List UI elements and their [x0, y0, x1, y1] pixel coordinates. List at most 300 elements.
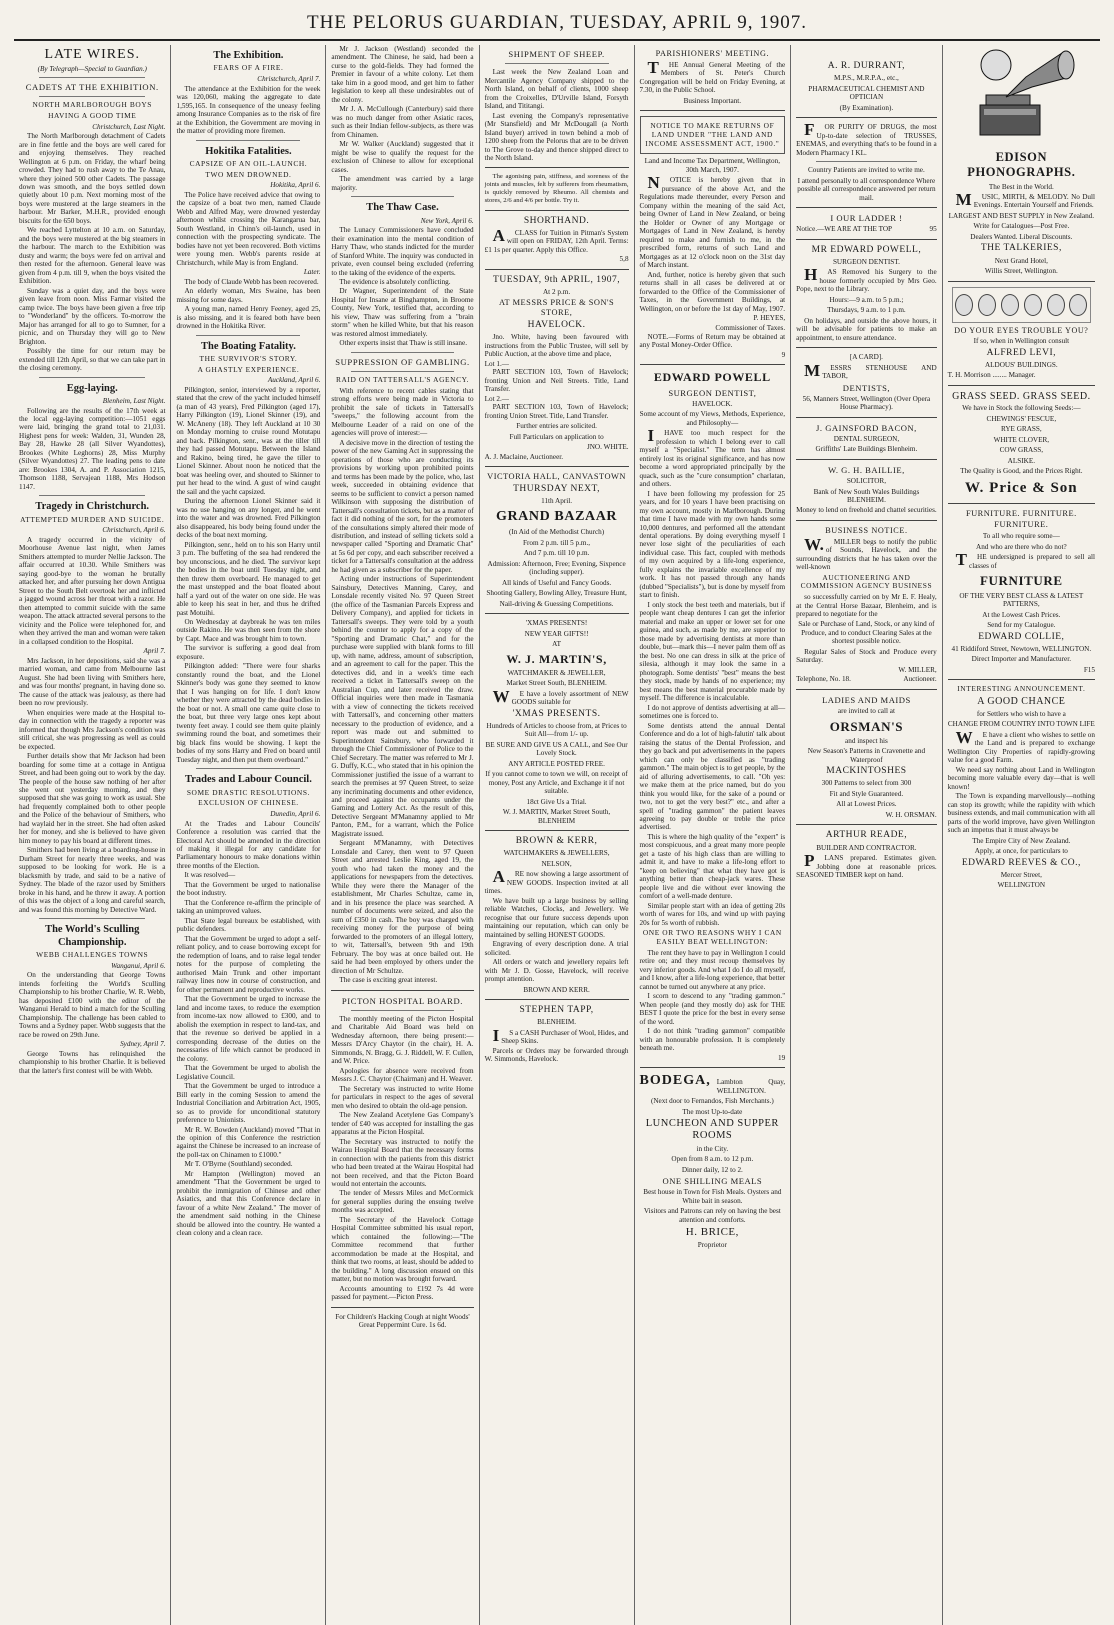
article-paragraph: The body of Claude Webb has been recovered. [184, 277, 319, 286]
auction-text: Jno. White, having been favoured with instructions from the Public Trustee, will sell by Public Auction, at the above time and place, [484, 333, 629, 359]
ladies-text: Fit and Style Guaranteed. [829, 789, 904, 798]
article-paragraph: George Towns has relinquished the championship to his brother Charlie. It is believed that the latter's first contest will be with Webb. [19, 1049, 166, 1075]
talkeries-address: Next Grand Hotel, [994, 256, 1048, 265]
chance-text: The Empire City of New Zealand. [972, 836, 1071, 845]
article-paragraph: On the understanding that George Towns intends forfeiting the World's Sculling Championship to his brother Charlie, W. R. Webb, has deposited £100 with the editor of the Wanganui Herald to bind a match for the Sculling Championship. The challenge has been cabled to Towns and a Sydney paper. Webb suggests that the race be rowed on 29th June. [19, 971, 166, 1039]
article-paragraph: We reached Lyttelton at 10 a.m. on Saturday, and the boys were mustered at the big steamers in the harbour. The march to the Exhibition was dusty and warm; the boys were fed on arrival and then rested for the afternoon. General leave was given from 4 p.m. till 9, when the boys visited the Exhibition. [19, 226, 166, 286]
article-paragraph: Pilkington, senr., held on to his son Harry until 3 p.m. The buffeting of the sea had rendered the boy unconscious, and he died. The survivor kept the bodies in the boat until Tuesday night, and then threw them overboard. He managed to get the mast unstepped and the boat floated about half a yard out of the water on one side. He was able to keep his seat in her, and thus he drifted past Motuihi. [176, 540, 321, 617]
powell2-hours: Hours:—9 a.m. to 5 p.m.; [829, 295, 904, 304]
martin-new-year: NEW YEAR GIFTS!! [524, 629, 589, 638]
article-paragraph: That the Government be urged to nationalise the boot industry. [176, 880, 321, 898]
ladies-text: and inspect his [845, 736, 888, 745]
edison-sub: The Best in the World. [988, 182, 1054, 191]
face-icon [955, 294, 973, 316]
article-paragraph: An elderly woman, Mrs Swaine, has been missing for some days. [176, 287, 321, 304]
miller-footer [796, 675, 937, 683]
bodega-title: LUNCHEON AND SUPPER ROOMS [645, 1117, 779, 1142]
notice-signature: Commissioner of Taxes. [715, 323, 786, 332]
levi-address: ALDOUS' BUILDINGS. [984, 360, 1058, 369]
dateline: Christchurch, April 6. [102, 526, 166, 535]
dateline: Hokitika, April 6. [270, 181, 321, 190]
powell-text: I only stock the best teeth and materials, but if people want cheap dentures I can get the inferior material and make an upper or lower set for one guinea, and such, as made by me, are superior to those made by advertising dentists at more than double, but—mark this—I never palm them off as the best. No one can dress in silk at the price of silesia, although it may look the same in a photograph. Some dentists' "best" means the best they stock, made by hands of no experience; my best means the best material procurable made by myself. The difference is incalculable. [639, 600, 786, 703]
powell-text: I do not think "trading gammon" compatible with an honourable profession. It is completely beneath me. [639, 1027, 786, 1053]
miller-text: so successfully carried on by Mr E. F. Healy, at the Central Horse Bazaar, Blenheim, and is prepared to negotiate for the [796, 593, 937, 618]
eyes-heading: DO YOUR EYES TROUBLE YOU? [954, 325, 1089, 335]
bk-text: Engraving of every description done. A trial solicited. [484, 940, 629, 957]
announcement-heading: INTERESTING ANNOUNCEMENT. [957, 684, 1086, 694]
dateline: Later. [303, 268, 321, 277]
exhibition-heading: The Exhibition. [213, 50, 284, 61]
auction-date: TUESDAY, 9th APRIL, 1907, [493, 274, 621, 285]
tapp-town: BLENHEIM. [537, 1018, 577, 1027]
dateline: Blenheim, Last Night. [102, 397, 166, 406]
orsman-signature: W. H. ORSMAN. [885, 810, 937, 819]
article-paragraph: During the afternoon Lionel Skinner said it was no use hanging on any longer, and he went into the water and was drowned. Fred Pilkington also disappeared, his body being found under the decks of the boat next morning. [176, 497, 321, 540]
column-6 [790, 45, 942, 1625]
powell2-hours: Thursdays, 9 a.m. to 1 p.m. [827, 306, 906, 315]
article-paragraph: Dr Wagner, Superintendent of the State Hospital for Insane at Binghampton, in Broome County, New York, testified that, according to his view, Thaw was suffering from a "brain storm" when he killed White, but that his reason was restored almost immediately. [331, 287, 474, 338]
reeves-name: EDWARD REEVES & CO., [961, 857, 1081, 868]
article-paragraph: The Secretary of the Havelock Cottage Hospital Committee submitted his usual report, which contained the following:—"The Committee recommend that further accommodation be made at the Hospital, and think that two rooms, at least, should be added to the building." A long discussion ensued on this matter, but no motion was brought forward. [331, 1215, 474, 1284]
hokitika-heading: Hokitika Fatalities. [205, 145, 292, 157]
martin-text: If you cannot come to town we will, on receipt of money, Post any Article, and Exchange it if not suitable. [485, 770, 628, 796]
ladder-row [796, 225, 937, 233]
ladder-heading: I OUR LADDER ! [830, 213, 903, 224]
rheumo-ad: The agonising pain, stiffness, and soreness of the joints and muscles, felt by sufferers from rheumatism, is quickly removed by Rheumo. All chemists and stores, 2/6 and 4/6 per bottle. Try it. [484, 173, 629, 204]
article-paragraph: Mr R. W. Bowden (Auckland) moved "That in the opinion of this Conference the restriction against the Chinese be increased to an increase of the poll-tax on Chinamen to £1000." [176, 1125, 321, 1159]
hokitika-subheading-2: TWO MEN DROWNED. [205, 169, 292, 179]
bodega-text: The most Up-to-date [682, 1107, 743, 1116]
auction-lot-label: Lot 2.— [484, 394, 509, 403]
article-paragraph: The New Zealand Acetylene Gas Company's tender of £40 was accepted for installing the gas apparatus at the Picton Hospital. [331, 1111, 474, 1137]
face-icon [1069, 294, 1087, 316]
bk-signature: BROWN AND KERR. [523, 985, 590, 994]
tragedy-subheading: ATTEMPTED MURDER AND SUICIDE. [20, 514, 165, 524]
bodega-address: Lambton Quay, WELLINGTON. [716, 1078, 786, 1095]
ladies-text: New Season's Patterns in Cravenette and Waterproof [807, 747, 926, 764]
gambling-subheading: RAID ON TATTERSALL'S AGENCY. [335, 375, 470, 385]
boating-heading: The Boating Fatality. [201, 340, 296, 352]
bazaar-admission: Admission: Afternoon, Free; Evening, Sixpence (including supper). [487, 559, 626, 577]
tapp-text: Parcels or Orders may be forwarded through W. Simmonds, Havelock. [484, 1046, 629, 1064]
furniture-text: THE undersigned is prepared to sell all classes of [955, 550, 1095, 570]
bazaar-text: All kinds of Useful and Fancy Goods. [501, 578, 612, 587]
levi-manager: T. H. Morrison ........ Manager. [947, 371, 1036, 380]
late-wires-heading: LATE WIRES. [44, 47, 140, 62]
ladder-notice: Notice.—WE ARE AT THE TOP [796, 225, 893, 234]
chance-text: We need say nothing about Land in Wellington becoming more valuable every day—that is well known! [947, 765, 1095, 791]
article-paragraph: Possibly the time for our return may be extended till 12th April, so that we can take part in the closing ceremony. [19, 347, 166, 373]
seed-item: WHITE CLOVER, [993, 435, 1050, 444]
article-paragraph: That the Government be urged to adopt a self-reliant policy, and to cease borrowing except for the redemption of loans, and to raise legal tender notes for the purpose of completing the authorised Main Trunk and other important railway lines now in course of construction, and for other permanent and reproductive works. [176, 934, 321, 994]
bodega-text: Dinner daily, 12 to 2. [681, 1165, 743, 1174]
notice-text: NOTICE is hereby given that in pursuance of the above Act, and the Regulations made thereunder, every Person and Company within the meaning of the said Act, being Owner of Land in New Zealand, or being the Holder or Owner of any Mortgage or Mortgages of Land in New Zealand, is hereby required to make and furnish to me, in the prescribed form, returns of such Land and Mortgages as at 12 o'clock noon on the 31st day of March instant. [639, 173, 786, 270]
martin-address: Market Street South, BLENHEIM. [506, 679, 607, 688]
powell-text: I do not approve of dentists advertising at all—sometimes one is forced to. [639, 703, 786, 721]
bodega-text: Best house in Town for Fish Meals. Oysters and White bait in season. [643, 1188, 782, 1205]
peppermint-cure-ad: For Children's Hacking Cough at night Woods' Great Peppermint Cure. 1s 6d. [335, 1312, 470, 1330]
good-chance-title: A GOOD CHANCE [977, 695, 1066, 707]
bk-text: We have built up a large business by selling reliable Watches, Clocks, and Jewellery. We recognise that our future success depends upon maintaining our reputation, which can only be maintained by selling HONEST GOODS. [484, 896, 629, 939]
auction-lot-label: Lot 1.— [484, 359, 509, 368]
miller-auctioneer: Auctioneer. [903, 675, 937, 684]
miller-signature: W. MILLER, [898, 665, 937, 674]
article-paragraph: That the Government be urged to increase the land and income taxes, to reduce the exemption from income-tax now allowed to £300, and to abolish the exemption in respect to land-tax, and that the revenue so derived be applied in a corresponding decrease of the duties on the necessaries of life which cannot be produced in the colony. [176, 995, 321, 1063]
article-paragraph: The Lunacy Commissioners have concluded their examination into the mental condition of Harry Thaw, who stands indicted for the murder of Stanford White. The inquiry was conducted in private, even counsel being excluded (referring to the taking of the evidence of the experts. [331, 226, 474, 277]
martin-text: ANY ARTICLE POSTED FREE. [508, 759, 605, 768]
furniture-heading-2: FURNITURE. [994, 520, 1049, 530]
powell-name: EDWARD POWELL [653, 370, 771, 385]
article-paragraph: Last week the New Zealand Loan and Mercantile Agency Company shipped to the North Island, on behalf of clients, 1000 sheep from the Croixelles, D'Urville Island, Forsyth Island, and Tititangi. [484, 68, 629, 111]
boating-subheading: THE SURVIVOR'S STORY. [199, 353, 298, 363]
article-paragraph: A young man, named Henry Feeney, aged 25, is also missing, and it is feared both have been drowned in the Hokitika River. [176, 305, 321, 331]
chance-text: for Settlers who wish to have a [976, 709, 1066, 718]
seed-item: ALSIKE. [1007, 456, 1036, 465]
bk-text: ARE now showing a large assortment of NEW GOODS. Inspection invited at all times. [484, 867, 629, 896]
masthead: THE PELORUS GUARDIAN, TUESDAY, APRIL 9, 1907. [14, 12, 1100, 41]
dateline: Wanganui, April 6. [111, 961, 166, 970]
article-paragraph: Smithers had been living at a boarding-house in Durham Street for nearly three weeks, and was supposed to be looking for work. He is a blacksmith by trade, and said to be a native of Sydney. The blade of the razor used by Smithers broke in his hand, and he threw it away. A portion of this was the object of a long and careful search, and was found this morning by Detective Ward. [19, 846, 166, 914]
article-paragraph: The case is exciting great interest. [339, 976, 438, 985]
miller-text: Sale or Purchase of Land, Stock, or any kind of Produce, and to conduct Clearing Sales at the shortest possible notice. [798, 620, 935, 646]
auction-text: Further entries are solicited. [516, 422, 597, 431]
powell-text: IHAVE too much respect for the profession to which I belong ever to call myself a "Specialist." The term has almost entirely lost its original significance, and has now become a word appropriated principally by the quack, such as the "cure consumption" charlatan, and others. [639, 426, 786, 489]
bazaar-aid: (In Aid of the Methodist Church) [508, 528, 605, 537]
chance-text: The Town is expanding marvellously—nothing can stop its growth; while the rapidity with which business extends, and mail communication with all parts of the world improve, have given Wellington such an impetus that it must always be [947, 792, 1095, 835]
dateline: New York, April 6. [420, 216, 474, 225]
auctioneer: A. J. Maclaine, Auctioneer. [484, 452, 564, 461]
tapp-text: IS a CASH Purchaser of Wool, Hides, and Sheep Skins. [492, 1025, 629, 1046]
orsman-name: ORSMAN'S [829, 718, 904, 734]
bazaar-times: From 2 p.m. till 5 p.m., [523, 538, 591, 547]
article-paragraph: When enquiries were made at the Hospital to-day in connection with the tragedy a reporter was informed that though Mrs Jackson's condition was still critical, she was progressing as well as could be expected. [19, 708, 166, 751]
mackintoshes-title: MACKINTOSHES [826, 766, 907, 777]
face-icon [1001, 294, 1019, 316]
parish-text: Business Important. [683, 96, 742, 105]
collie-trade: Direct Importer and Manufacturer. [971, 655, 1072, 664]
exhibition-subheading: FEARS OF A FIRE. [213, 63, 284, 73]
article-paragraph: The monthly meeting of the Picton Hospital and Charitable Aid Board was held on Wednesday afternoon, there being present:—Messrs D'Arcy Chaytor (in the chair), H. A. Simmonds, N. Bragg, G. J. Riddell, W. F. Cullen, and W. Price. [331, 1014, 474, 1066]
bodega-meals: ONE SHILLING MEALS [662, 1176, 763, 1187]
martin-xmas: 'XMAS PRESENTS! [525, 619, 588, 628]
parish-heading: PARISHIONERS' MEETING. [655, 49, 770, 58]
chance-text: WE have a client who wishes to settle on the Land and is prepared to exchange Wellington City Properties of rapidly-growing value for a good Farm. [947, 727, 1095, 765]
business-notice-heading: BUSINESS NOTICE. [825, 525, 908, 535]
powell-text: Some dentists attend the annual Dental Conference and do a lot of high-falutin' talk about raising the status of the Dental Profession, and they go back and put advertisements in the papers which can only be classified as "trading gammon." The main object is to get people, by the aid of alluring advertisements, to call. "Oh yes: we make them at the price named, but do you think you would like, for the sake of a pound or two, not to get the very best?" etc., and after a spell of "trading gammon" the patient leaves agreeing to pay double or treble the price advertised. [639, 721, 786, 832]
article-paragraph: Sunday was a quiet day, and the boys were given leave from noon. Miss Farmar visited the camp twice. The boys have been given a free trip to "Wonderland" by the officers. To-morrow the Major has arranged for all to go to Sumner, for a picnic, and on Thursday they will go to New Brighton. [19, 286, 166, 346]
ad-code: F15 [1083, 665, 1095, 674]
edison-title: EDISON PHONOGRAPHS. [967, 150, 1076, 179]
baillie-name: W. G. H. BAILLIE, [828, 464, 905, 475]
furniture-title: FURNITURE [979, 573, 1063, 589]
article-paragraph: Mr W. Walker (Auckland) suggested that it might be wise to qualify the request for the exclusion of Chinese to allow for exceptional cases. [331, 140, 474, 174]
cadets-heading: CADETS AT THE EXHIBITION. [25, 82, 159, 92]
cadets-subheading: NORTH MARLBOROUGH BOYS [32, 100, 152, 110]
talkeries-address: Willis Street, Wellington. [984, 267, 1058, 276]
miller-text: Regular Sales of Stock and Produce every Saturday. [796, 647, 937, 665]
article-paragraph: Mr J. Jackson (Westland) seconded the amendment. The Chinese, he said, had been a curse to the gold-fields. They had formed the Premier in favour of a white colony. Let them take him in a good mood, and get him to father legislation to keep all these undesirables out of the colony. [331, 45, 474, 104]
article-paragraph: That the Conference re-affirm the principle of taking an unimproved values. [176, 898, 321, 916]
bodega-sub: (Next door to Fernandos, Fish Merchants.) [650, 1097, 774, 1106]
martin-at: AT [552, 640, 561, 649]
article-paragraph: The tender of Messrs Miles and McCormick for general supplies during the ensuing twelve months was accepted. [331, 1189, 474, 1215]
bodega-signature: H. BRICE, [685, 1226, 739, 1239]
furniture-text: And who are there who do not? [976, 542, 1067, 551]
durrant-exam: (By Examination). [839, 103, 894, 112]
martin-text: Hundreds of Articles to choose from, at Prices to Suit All—from 1/- up. [486, 721, 627, 739]
powell-text: Similar people start with an idea of getting 20s worth of wares for 10s, and wind up with paying 20s for 5s worth of rubbish. [639, 901, 786, 927]
auction-lot: PART SECTION 103, Town of Havelock; fronting Union Street. Title, Land Transfer. [484, 403, 629, 420]
column-7 [942, 45, 1100, 1625]
bk-text: All orders or watch and jewellery repairs left with Mr J. D. Gosse, Havelock, will receive prompt attention. [484, 958, 629, 984]
article-paragraph: Last evening the Company's representative (Mr Stansfield) and Mr McDougall (a North Island buyer) arrived in town behind a mob of 1200 sheep from the Pelorus that are to be driven to The Grove to-day and thence shipped direct to the North Island. [484, 111, 629, 162]
grass-seed-heading: GRASS SEED. GRASS SEED. [952, 390, 1091, 402]
bodega-name: BODEGA, [639, 1073, 711, 1089]
notice-text: And, further, notice is hereby given that such returns shall in all cases be delivered at or forwarded to the Office of the Commissioner of Taxes, in the Government Buildings, at Wellington, on or before the 1st day of May, 1907. [639, 270, 786, 313]
sculling-subheading: WEBB CHALLENGES TOWNS [36, 950, 149, 960]
powell-sub: Some account of my Views, Methods, Experience, and Philosophy— [639, 410, 786, 427]
durrant-credentials: M.P.S., M.R.P.A., etc., [833, 74, 899, 83]
dateline: Auckland, April 6. [267, 376, 321, 385]
bazaar-hall: VICTORIA HALL, CANVASTOWN [487, 472, 626, 482]
reade-trade: BUILDER AND CONTRACTOR. [816, 843, 917, 852]
seed-text: The Quality is Good, and the Prices Right. [960, 467, 1083, 476]
article-paragraph: A decisive move in the direction of testing the power of the new Gaming Act in suppressing the operations of those who are conducting its provisions by working upon prohibited points and terms has been made by the police, who, last week, succeeded in obtaining evidence that seems to be sufficient to convict a person named Wilkinson with supposing the distribution of Tattersall's consultation tickets, but as a matter of fact it did nothing of the sort, for the promoters of the consultations simply altered their mode of distribution, and instead of selling tickets sold a newspaper called "Sporting and Dramatic Chat" at 5s 6d per copy, and each subscriber received a ticket for a Tattersall's consultation at the address he had given as a subscriber for the paper. [331, 438, 474, 574]
bodega-text: Open from 8 a.m. to 12 p.m. [671, 1155, 754, 1164]
face-icon [1047, 294, 1065, 316]
sheep-heading: SHIPMENT OF SHEEP. [508, 49, 605, 59]
powell-text: I scorn to descend to any "trading gammon." When people (and they mostly do) ask for THE BEST I quote the price for the best in every sense of the word. [639, 992, 786, 1026]
article-paragraph: That the Government be urged to introduce a Bill early in the coming Session to amend the Industrial Conciliation and Arbitration Act, 1905, so as to provide for unconditional statutory preference to Unionists. [176, 1082, 321, 1125]
martin-trade: WATCHMAKER & JEWELLER, [507, 668, 606, 677]
hokitika-subheading: CAPSIZE OF AN OIL-LAUNCH. [189, 158, 308, 168]
article-paragraph: Sergeant M'Manamny, with Detectives Lonsdale and Carey, then went to 97 Queen Street and arrested Leslie King, aged 19, the youth who had taken the money and the applications for newspapers from the detectives. While they were there the Manager of the establishment, Mr Charles Schultze, came in, and in his presence the place was searched. A number of documents were seized, and also the sum of £350 in cash. The boy was charged with receiving money for the purpose of being forwarded to the promoters of an illegal lottery, to wit, Tattersall's, between 9th and 19th February. The boy was at once bailed out. He said he had been employed by others under the direction of Mr Schultze. [331, 839, 474, 975]
column-4 [479, 45, 634, 1625]
auction-place: AT MESSRS PRICE & SON'S STORE, [498, 298, 615, 318]
card-label: [A CARD]. [849, 353, 883, 362]
miller-heading: AUCTIONEERING AND COMMISSION AGENCY BUSINESS [800, 572, 933, 591]
martin-name: W. J. MARTIN'S, [506, 651, 607, 666]
trades-heading: Trades and Labour Council. [185, 774, 312, 786]
article-paragraph: Pilkington added: "There were four sharks constantly round the boat, and the Lionel Skinner's body was gone they seemed to know that I was hanging on for life. I don't know whether they were attracted by the dead bodies in the boat or not. A small one came quite close to the boat, but three very large ones kept about twenty feet away. I could see them quite plainly swimming round the boat, and sometimes their big black fins would be showing. I kept the bodies of my sons Harry and Fred on board until Tuesday night, and then put them overboard." [176, 662, 321, 764]
article-paragraph: The amendment was carried by a large majority. [331, 175, 474, 192]
article-paragraph: On Wednesday at daybreak he was ten miles outside Rakino. He was then seen from the shore by Capt. Mace and was brought him to town. [176, 617, 321, 643]
powell2-text: HAS Removed his Surgery to the house formerly occupied by Mrs Geo. Pope, next to the Library. [796, 265, 937, 294]
edison-text: LARGEST AND BEST SUPPLY in New Zealand. [948, 211, 1095, 220]
article-paragraph: The evidence is absolutely conflicting. [339, 278, 451, 286]
baillie-trade: SOLICITOR, [846, 477, 887, 486]
miller-text: W.MILLER begs to notify the public of Sounds, Havelock, and the surrounding districts that he has taken over the well-known [796, 534, 937, 572]
column-2 [170, 45, 325, 1625]
baillie-address: Bank of New South Wales Buildings BLENHEIM. [813, 487, 920, 504]
parish-text: THE Annual General Meeting of the Members of St. Peter's Church Congregation will be held on Friday Evening, at 7.30, in the Public School. [639, 57, 786, 95]
powell-town: HAVELOCK. [692, 399, 733, 408]
column-5 [634, 45, 791, 1625]
auction-signature: JNO. WHITE. [586, 443, 629, 452]
stenhouse-trade: DENTISTS, [842, 382, 891, 393]
dateline: Christchurch, April 7. [257, 75, 321, 84]
chance-text: Apply, at once, for particulars to [974, 847, 1068, 856]
article-paragraph: At the Trades and Labour Councils' Conference a resolution was carried that the Electoral Act should be amended in the direction of making it illegal for any candidate for Parliamentary honours to make donations within three months of the Election. [176, 819, 321, 870]
bacon-trade: DENTAL SURGEON, [833, 434, 900, 443]
durrant-text: I attend personally to all correspondence Where possible all correspondence answered per return mail. [797, 176, 936, 202]
article-paragraph: That State legal bureaux be established, with public defenders. [176, 916, 321, 934]
auction-time: At 2 p.m. [542, 287, 571, 296]
article-paragraph: The Secretary was instructed to notify the Wairau Hospital Board that the necessary forms in connection with the patients from this district who had been treated at the Wairau Hospital had not been received, and that the Picton Board would not entertain the accounts. [331, 1137, 474, 1188]
durrant-trade: PHARMACEUTICAL CHEMIST AND OPTICIAN [808, 84, 925, 102]
bodega-header [640, 1073, 786, 1095]
ladies-text: All at Lowest Prices. [836, 800, 897, 809]
auction-town: HAVELOCK. [527, 320, 586, 331]
notice-text: NOTE.—Forms of Return may be obtained at any Postal Money-Order Office. [639, 332, 786, 350]
furniture-text: At the Lowest Cash Prices. [982, 610, 1061, 619]
furniture-text: To all who require some— [982, 532, 1060, 541]
article-paragraph: The survivor is suffering a good deal from exposure. [176, 644, 321, 661]
seed-text: We have in Stock the following Seeds:— [962, 404, 1081, 413]
furniture-text: OF THE VERY BEST CLASS & LATEST PATTERNS, [959, 591, 1084, 609]
seed-item: RYE GRASS, [1000, 425, 1042, 434]
sculling-heading: The World's Sculling Championship. [45, 924, 140, 948]
faces-illustration [952, 287, 1091, 323]
article-paragraph: Acting under instructions of Superintendent Sainsbury, Detectives Manning, Carey, and Lonsdale recently visited No. 97 Queen Street (the office of the Tasmanian Parcels Express and Delivery Company), and applied for tickets in Tattersall's sweeps. They were told by a youth behind the counter to apply for a copy of the "Sporting and Dramatic Chat," and for the purchase were supplied with blank forms to fill up, with name, address, amount of subscription, and an agreement to call for the paper. This the detectives did, and in a week's time each received a ticket in Tattersall's sweep on the Australian Cup, and later received the draw. Official inquiries were then made in Tasmania with a view of connecting the tickets received with Tattersall's, and concerning other matters necessary to the production of evidence, and a report was made out and submitted to Superintendent Sainsbury, who forwarded it through the Chief Commissioner of Police to the Chief Secretary. The matter was referred to Mr J. G. Duffy, K.C., who stated that in his opinion the Commissioner justified the issue of a warrant to search the premises at 97 Queen Street, to seize any incriminating documents and other evidence, and proceed against the occupants under the Gaming and Lottery Act. As the result of this, Detective Sergeant M'Manamny applied to Mr Panton, P.M., for a warrant, which the Police Magistrate issued. [331, 575, 474, 838]
durrant-text: Country Patients are invited to write me. [808, 166, 925, 175]
miller-phone: Telephone, No. 18. [796, 675, 851, 684]
reeves-address: Mercer Street, [1000, 870, 1042, 879]
collie-address: 41 Riddiford Street, Newtown, WELLINGTON. [951, 644, 1092, 653]
powell-subheading: ONE OR TWO REASONS WHY I CAN EASILY BEAT WELLINGTON: [642, 928, 782, 947]
bazaar-title: GRAND BAZAAR [495, 508, 618, 524]
article-paragraph: Mr Hampton (Wellington) moved an amendment "That the Government be urged to prohibit the immigration of Chinese and other Asiatics, and that this Conference declare in favour of a white New Zealand." The mover of the amendment said nothing in the Chinese should be allowed into the country. He wanted a clean colony and a clean race. [176, 1169, 321, 1238]
article-paragraph: Further details show that Mr Jackson had been boarding for some time at a cottage in Antigua Street, and had been going out to work by the day. The people of the house saw nothing of her after she went out yesterday morning, and they supposed that she was going to work as usual. She had frequently complained both to other people and the Police of the behaviour of Smithers, who had waylaid her in the street. She had often asked her for money, and she is believed to have given him money to pay his board at different times. [19, 752, 166, 845]
bacon-address: Griffiths' Late Buildings Blenheim. [815, 445, 918, 454]
late-wires-subheading: (By Telegraph—Special to Guardian.) [37, 64, 147, 73]
columns [14, 45, 1100, 1625]
shorthand-text: ACLASS for Tuition in Pitman's System will open on FRIDAY, 12th April. Terms: £1 1s per quarter. Apply this Office. [484, 225, 629, 254]
dateline: Dunedin, April 6. [270, 810, 321, 819]
powell-text: This is where the high quality of the "expert" is most conspicuous, and a great many more people get a taste of his high class than are willing to admit it, and have to make a life-long effort to "keep on believing" that what they have got is anything better than cheap-jack wares. These people live and die without ever knowing the comfort of a well-made denture. [639, 832, 786, 901]
furniture-heading: FURNITURE. FURNITURE. [965, 508, 1077, 518]
seed-item: CHEWINGS' FESCUE, [986, 414, 1057, 423]
reade-name: ARTHUR READE, [825, 830, 908, 841]
bk-town: NELSON, [541, 859, 572, 868]
martin-text: W. J. MARTIN, Market Street South, BLENHEIM [502, 808, 611, 825]
tapp-name: STEPHEN TAPP, [519, 1005, 594, 1016]
dateline: Christchurch, Last Night. [92, 122, 166, 131]
article-paragraph: The attendance at the Exhibition for the week was 120,060, making the aggregate to date 1,595,165. In consequence of the uneasy feeling among Insurance Companies as to the risk of fire at the Exhibition, the Government are moving in the matter of providing more firemen. [176, 84, 321, 136]
notice-heading: NOTICE TO MAKE RETURNS OF LAND UNDER "THE LAND AND INCOME ASSESSMENT ACT, 1900." [645, 121, 780, 148]
powell2-name: MR EDWARD POWELL, [811, 244, 922, 255]
powell-text: I have been following my profession for 25 years, and for 10 years I have been practising on my own account, mostly in Marlborough. During that time I have made with my own hands some 10,000 dentures, and performed all the attendant dental operations. By doing everything myself I never lose sight of the peculiarities of each individual case. This fact, coupled with methods of my own acquired by a life-long experience, fully explains the invariable excellence of my work. It has not passed through any hands (dubbed "Specialists"), but is done by myself from start to finish. [639, 489, 786, 600]
article-paragraph: Following are the results of the 17th week at the local egg-laying competition:—1051 eggs were laid, bringing the grand total to 21,031. Highest pens for week: Walden, 31, Wunden 28, Bay 28, Hawke 28 (all Silver Wyandottes), Brookes (White Leghorns) 28, Miss Murphy (Silver Wyandottes) 27. The leading pens to date are: Brookes 1304, A. and P. Association 1215, Thomson 1188, Servajean 1188, Mrs Hodson 1147. [19, 406, 166, 491]
martin-xmas-presents: 'XMAS PRESENTS. [512, 708, 601, 719]
price-son-name: W. Price & Son [965, 479, 1078, 496]
edison-text: Dealers Wanted. Liberal Discounts. [970, 232, 1073, 241]
bazaar-text: Nail-driving & Guessing Competitions. [499, 599, 614, 608]
bacon-name: J. GAINSFORD BACON, [816, 422, 917, 433]
reade-text: PLANS prepared. Estimates given. Jobbing done at reasonable prices. SEASONED TIMBER kept on hand. [796, 851, 937, 880]
article-paragraph: It was resolved— [184, 871, 236, 880]
face-icon [1024, 294, 1042, 316]
ladies-text: are invited to call at [837, 707, 895, 716]
auction-text: Full Particulars on application to [509, 432, 604, 441]
article-paragraph: Mr T. O'Byrne (Southland) seconded. [184, 1160, 293, 1169]
article-paragraph: Other experts insist that Thaw is still insane. [339, 339, 468, 348]
levi-name: ALFRED LEVI, [986, 347, 1056, 358]
bodega-text: Visitors and Patrons can rely on having the best attention and comforts. [643, 1207, 781, 1224]
trades-subheading-2: EXCLUSION OF CHINESE. [198, 798, 299, 808]
notice-signature: P. HEYES, [753, 314, 786, 323]
bazaar-text: Shooting Gallery, Bowling Alley, Treasure Hunt, [486, 589, 627, 598]
boating-subheading-2: A GHASTLY EXPERIENCE. [197, 364, 300, 374]
powell2-trade: SURGEON DENTIST. [832, 257, 900, 266]
article-paragraph: The Police have received advice that owing to the capsize of a boat two men, named Claude Webb and Alfred May, were drowned yesterday afternoon whilst crossing the Karangarua bar, South Westland, in Chinn's oil-launch, used in connection with the prospecting syndicate. The bodies have not yet been recovered. Both victims were young men. Webb's parents reside at Christchurch, while May is from England. [176, 190, 321, 267]
article-paragraph: The Secretary was instructed to write Home for particulars in respect to the ages of several men who desired to obtain the old-age pension. [331, 1084, 474, 1110]
chance-text: CHANGE FROM COUNTRY INTO TOWN LIFE [947, 720, 1095, 729]
bazaar-times: And 7 p.m. till 10 p.m. [523, 549, 590, 558]
bazaar-when: THURSDAY NEXT, [513, 484, 600, 495]
martin-text: WE have a lovely assortment of NEW GOODS suitable for [492, 686, 629, 707]
collie-name: EDWARD COLLIE, [978, 631, 1065, 642]
bk-name: BROWN & KERR, [515, 836, 598, 847]
bk-trade: WATCHMAKERS & JEWELLERS, [503, 849, 610, 858]
article-paragraph: The North Marlborough detachment of Cadets are in fine fettle and the boys are well cared for and enjoying themselves. They reached Wellington at 6 p.m. on Friday, the wharf being crowded. They had to rush away to the Te Anau, where they joined 500 other Cadets. The passage down was smooth, and the boys settled down quietly about 10 p.m. Next morning most of the boys were mustered at the large steamers in the harbour. Mr Barker, M.H.R., provided enough biscuits for the 650 boys. [19, 132, 166, 225]
ladies-heading: LADIES AND MAIDS [822, 694, 911, 705]
dateline: Sydney, April 7. [120, 1040, 166, 1049]
gambling-heading: SUPPRESSION OF GAMBLING. [335, 356, 470, 367]
article-paragraph: Accounts amounting to £192 7s 4d were passed for payment.—Picton Press. [331, 1284, 474, 1302]
reeves-city: WELLINGTON [997, 881, 1046, 890]
cadets-subheading-2: HAVING A GOOD TIME [48, 110, 137, 120]
notice-department: Land and Income Tax Department, Wellington, 30th March, 1907. [644, 157, 781, 174]
powell2-text: On holidays, and outside the above hours, it will be advisable for patients to make an appointment, to ensure attendance. [796, 316, 937, 342]
picton-heading: PICTON HOSPITAL BOARD. [341, 995, 464, 1006]
edison-text: MUSIC, MIRTH, & MELODY. No Dull Evenings. Entertain Yourself and Friends. [955, 189, 1095, 210]
bazaar-date: 11th April. [541, 497, 573, 506]
edison-text: Write for Catalogues—Post Free. [973, 222, 1070, 231]
eyes-text: If so, when in Wellington consult [973, 337, 1070, 346]
durrant-text: FOR PURITY OF DRUGS, the most Up-to-date selection of TRUSSES, ENEMAS, and everything that's to be found in a Modern Pharmacy I KL. [796, 120, 937, 157]
ad-code: 5,8 [619, 255, 629, 264]
auction-lot: PART SECTION 103, Town of Havelock; fronting Union and Neil Streets. Title, Land Transfer. [484, 368, 629, 394]
face-icon [978, 294, 996, 316]
article-paragraph: That the Government be urged to abolish the Legislative Council. [176, 1064, 321, 1081]
phonograph-icon [966, 47, 1076, 147]
baillie-text: Money to lend on freehold and chattel securities. [796, 506, 937, 515]
furniture-text: Send for my Catalogue. [987, 621, 1056, 630]
ladies-text: 300 Patterns to select from 300 [821, 779, 912, 788]
bodega-text: in the City. [696, 1144, 729, 1153]
ad-code: 9 [781, 350, 786, 359]
ad-code: 95 [929, 225, 937, 234]
column-3 [325, 45, 478, 1625]
article-paragraph: Apologies for absence were received from Messrs J. C. Chaytor (Chairman) and H. Weaver. [331, 1066, 474, 1084]
trades-subheading: SOME DRASTIC RESOLUTIONS. [186, 787, 311, 797]
stenhouse-name: MESSRS STENHOUSE AND TABOR, [804, 360, 937, 381]
talkeries-name: THE TALKERIES, [980, 243, 1062, 254]
durrant-name: A. R. DURRANT, [827, 61, 906, 71]
martin-text: 18ct Give Us a Trial. [526, 797, 587, 806]
seed-item: COW GRASS, [999, 446, 1044, 455]
egg-heading: Egg-laying. [66, 382, 118, 394]
powell-text: The rent they have to pay in Wellington I could retire on; and they must recoup themselves by very inferior goods. And what I do I do all myself, and I know, after a life-long experience, that better cannot be turned out anywhere at any price. [639, 948, 786, 991]
powell-trade: SURGEON DENTIST, [668, 387, 757, 398]
notice-box [640, 116, 786, 154]
article-paragraph: A tragedy occurred in the vicinity of Moorhouse Avenue last night, when James Smithers attempted to murder Nellie Jackson. The affair occurred at 10.30. While Smithers was saying good-bye to the woman he brutally attacked her, and after pursuing her down Antigua Street to the South Belt overtook her and inflicted a jagged wound across her throat with a razor. He then attempted to commit suicide with the same weapon. The attack attracted several persons to the vicinity and the Police were telephoned for, and when they arrived the man and woman were taken in a collapsed condition to the Hospital. [19, 535, 166, 646]
article-paragraph: With reference to recent cables stating that strong efforts were being made in Victoria to prohibit the sale of tickets in Tattersall's "sweeps," the following account from the Melbourne Leader of a raid on one of the agencies will prove of interest:— [331, 386, 474, 438]
article-paragraph: Pilkington, senior, interviewed by a reporter, stated that the crew of the yacht included himself (a man of 43 years), Fred Pilkington (aged 17), Harry Pilkington (19), Lionel Skinner (19), and W. McAneny (18). They left Auckland at 10 30 on Monday morning to cruise round Motutapu and back. Pilkington, senr., was at the tiller till they had passed Motutapu. Between the Island and Rakino, being tired, he gave the tiller to Lionel Skinner. About noon he noticed that the boat was heeling over, and shouted to Skinner to put her head to the wind. A gust of wind caught the sail and the yacht capsized. [176, 385, 321, 496]
phonograph-illustration [966, 47, 1076, 147]
thaw-heading: The Thaw Case. [366, 202, 439, 214]
